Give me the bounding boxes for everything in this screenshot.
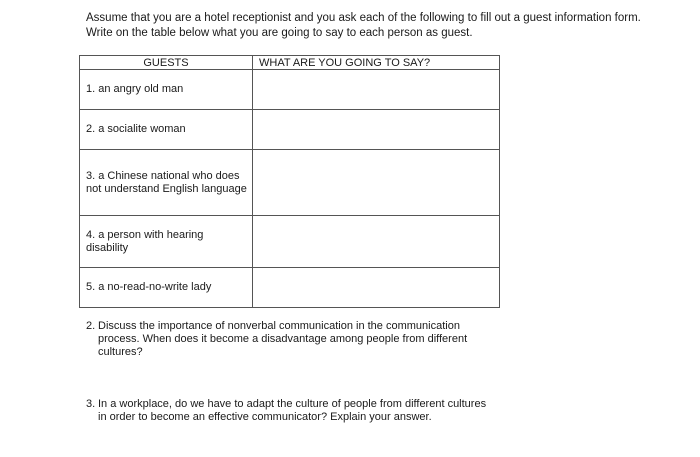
question-text: Discuss the importance of nonverbal communication in the communication process. When does it become a disadvantage among people from different cultures?	[98, 320, 468, 358]
table-row	[80, 110, 500, 150]
table-row	[80, 70, 500, 110]
answer-cell[interactable]	[253, 150, 500, 216]
table-row	[80, 216, 500, 268]
guest-cell: 2. a socialite woman	[80, 110, 253, 150]
guest-cell: 4. a person with hearing disability	[80, 216, 253, 268]
answer-cell[interactable]	[253, 216, 500, 268]
answer-cell[interactable]	[253, 70, 500, 110]
guest-cell: 5. a no-read-no-write lady	[80, 268, 253, 308]
question-number: 3.	[86, 398, 96, 410]
answer-cell[interactable]	[253, 110, 500, 150]
question-number: 2.	[86, 320, 96, 332]
question-text: In a workplace, do we have to adapt the culture of people from different cultures in order to become an effective communicator? Explain your answer.	[98, 398, 487, 423]
table-header-row	[80, 56, 500, 70]
question-3	[86, 398, 496, 424]
guests-column-header: GUESTS	[80, 56, 253, 70]
table-row	[80, 150, 500, 216]
answer-cell[interactable]	[253, 268, 500, 308]
question-2	[86, 320, 486, 359]
guest-cell: 1. an angry old man	[80, 70, 253, 110]
instructions-text: Assume that you are a hotel receptionist and you ask each of the following to fill out a guest information form. Write on the table below what you are going to say to each person as guest.	[86, 12, 641, 39]
table-row	[80, 268, 500, 308]
response-column-header: WHAT ARE YOU GOING TO SAY?	[253, 56, 500, 70]
guest-response-table	[79, 55, 500, 308]
guest-cell: 3. a Chinese national who does not understand English language	[80, 150, 253, 216]
